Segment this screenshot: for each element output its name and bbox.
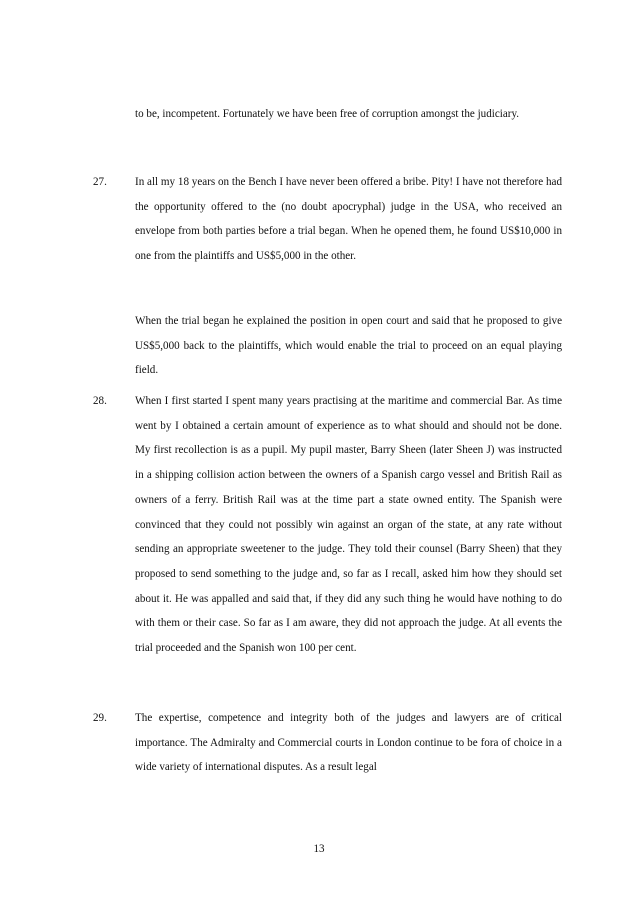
page-number: 13 xyxy=(313,843,325,855)
paragraph-number-27: 27. xyxy=(93,176,107,188)
paragraph-27-text: In all my 18 years on the Bench I have never been offered a bribe. Pity! I have not therefore had the opportunity offered to the (no doubt apocryphal) judge in the USA, who received an envelope from both parties before a trial began. When he opened them, he found US$10,000 in one from the plaintiffs and US$5,000 in the other. xyxy=(135,176,562,263)
paragraph-number-29: 29. xyxy=(93,712,107,724)
paragraph-continuation: to be, incompetent. Fortunately we have been free of corruption amongst the judiciary. xyxy=(135,108,520,120)
paragraph-27-continued-text: When the trial began he explained the position in open court and said that he proposed to give US$5,000 back to the plaintiffs, which would enable the trial to proceed on an equal playing field. xyxy=(135,315,562,377)
paragraph-28-text: When I first started I spent many years practising at the maritime and commercial Bar. As time went by I obtained a certain amount of experience as to what should and should not be done. My first recollection is as a pupil. My pupil master, Barry Sheen (later Sheen J) was instructed in a shipping collision action between the owners of a Spanish cargo vessel and British Rail as owners of a ferry. British Rail was at the time part a state owned entity. The Spanish were convinced that they could not possibly win against an organ of the state, at any rate without sending an appropriate sweetener to the judge. They told their counsel (Barry Sheen) that they proposed to send something to the judge and, so far as I recall, asked him how they should set about it. He was appalled and said that, if they did any such thing he would have nothing to do with them or their case. So far as I am aware, they did not approach the judge. At all events the trial proceeded and the Spanish won 100 per cent. xyxy=(135,395,562,655)
paragraph-29-text: The expertise, competence and integrity both of the judges and lawyers are of critical importance. The Admiralty and Commercial courts in London continue to be fora of choice in a wide variety of international disputes. As a result legal xyxy=(135,712,562,774)
paragraph-number-28: 28. xyxy=(93,395,107,407)
